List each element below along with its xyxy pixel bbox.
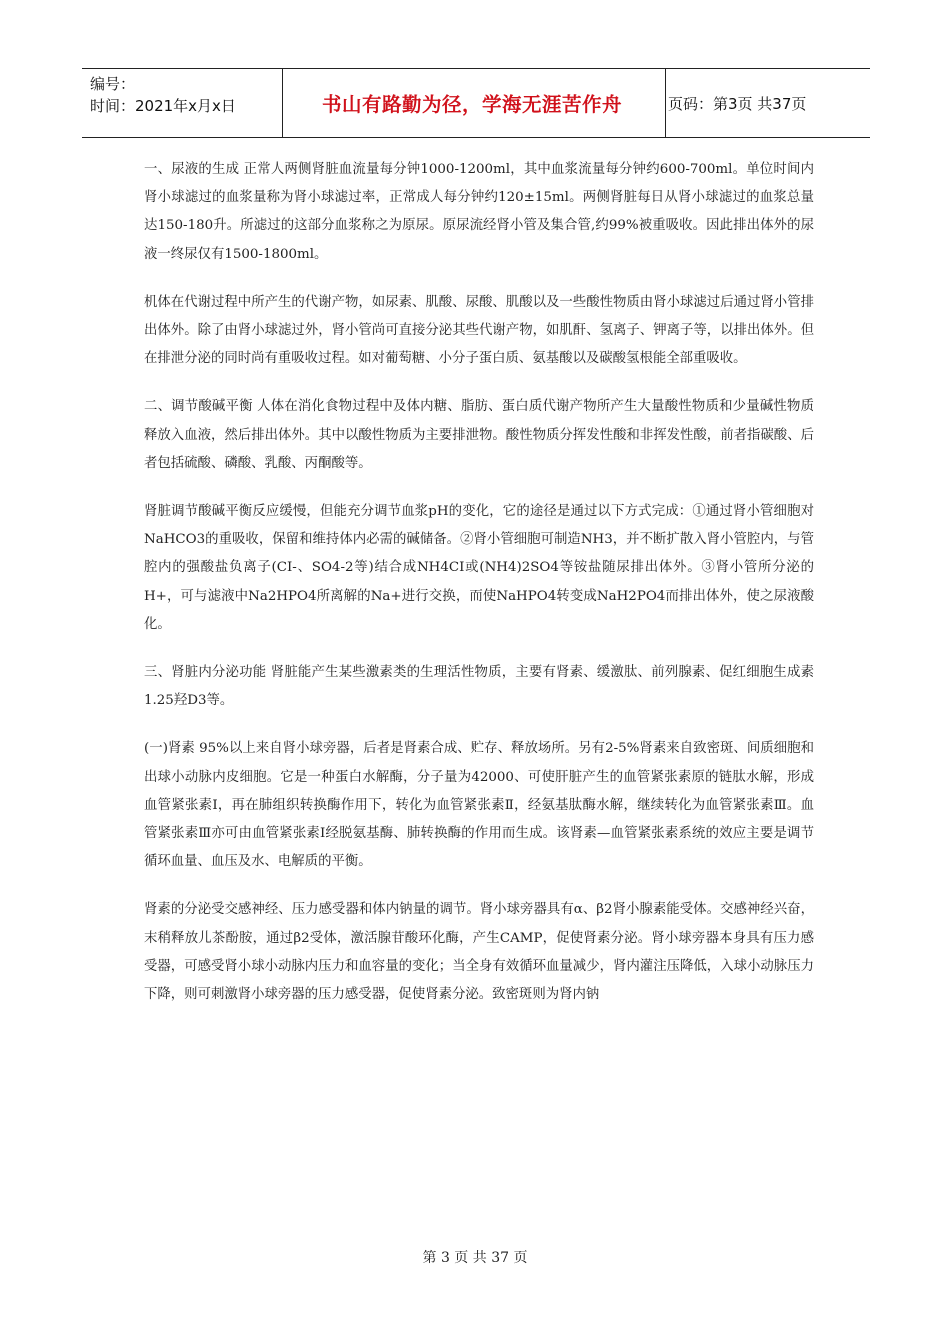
- header-meta: [90, 73, 280, 117]
- paragraph: 肾脏调节酸碱平衡反应缓慢，但能充分调节血浆pH的变化，它的途径是通过以下方式完成：①通过肾小管细胞对NaHCO3的重吸收，保留和维持体内必需的碱储备。②肾小管细胞可制造NH3，并不断扩散入肾小管腔内，与管腔内的强酸盐负离子(CI-、SO4-2等)结合成NH4CI或(NH4)2SO4等铵盐随尿排出体外。③肾小管所分泌的H+，可与滤液中Na2HPO4所离解的Na+进行交换，而使NaHPO4转变成NaH2PO4而排出体外，使之尿液酸化。: [144, 504, 814, 632]
- paragraph: 机体在代谢过程中所产生的代谢产物，如尿素、肌酸、尿酸、肌酸以及一些酸性物质由肾小球滤过后通过肾小管排出体外。除了由肾小球滤过外，肾小管尚可直接分泌其些代谢产物，如肌酐、氢离子、钾离子等，以排出体外。但在排泄分泌的同时尚有重吸收过程。如对葡萄糖、小分子蛋白质、氨基酸以及碳酸氢根能全部重吸收。: [144, 294, 814, 367]
- paragraph: 一、尿液的生成 正常人两侧肾脏血流量每分钟1000-1200ml，其中血浆流量每分钟约600-700ml。单位时间内肾小球滤过的血浆量称为肾小球滤过率，正常成人每分钟约120±15ml。两侧肾脏每日从肾小球滤过的血浆总量达150-180升。所滤过的这部分血浆称之为原尿。原尿流经肾小管及集合管,约99%被重吸收。因此排出体外的尿液一终尿仅有1500-1800ml。: [144, 162, 814, 262]
- document-body: [144, 156, 814, 1029]
- document-number-label: 编号：: [90, 75, 136, 93]
- page-footer: 第 3 页 共 37 页: [422, 1250, 528, 1266]
- paragraph: 三、肾脏内分泌功能 肾脏能产生某些激素类的生理活性物质，主要有肾素、缓激肽、前列腺素、促红细胞生成素1.25羟D3等。: [144, 665, 814, 709]
- paragraph: (一)肾素 95%以上来自肾小球旁器，后者是肾素合成、贮存、释放场所。另有2-5%肾素来自致密斑、间质细胞和出球小动脉内皮细胞。它是一种蛋白水解酶，分子量为42000、可使肝脏产生的血管紧张素原的链肽水解，形成血管紧张素Ⅰ，再在肺组织转换酶作用下，转化为血管紧张素Ⅱ，经氨基肽酶水解，继续转化为血管紧张素Ⅲ。血管紧张素Ⅲ亦可由血管紧张素Ⅰ经脱氨基酶、肺转换酶的作用而生成。该肾素—血管紧张素系统的效应主要是调节循环血量、血压及水、电解质的平衡。: [144, 741, 814, 870]
- paragraph: 肾素的分泌受交感神经、压力感受器和体内钠量的调节。肾小球旁器具有α、β2肾小腺素能受体。交感神经兴奋，末稍释放儿茶酚胺，通过β2受体，激活腺苷酸环化酶，产生CAMP，促使肾素分泌。肾小球旁器本身具有压力感受器，可感受肾小球小动脉内压力和血容量的变化；当全身有效循环血量减少，肾内灌注压降低，入球小动脉压力下降，则可刺激肾小球旁器的压力感受器，促使肾素分泌。致密斑则为肾内钠: [144, 902, 814, 1003]
- paragraph: 二、调节酸碱平衡 人体在消化食物过程中及体内糖、脂肪、蛋白质代谢产物所产生大量酸性物质和少量碱性物质释放入血液，然后排出体外。其中以酸性物质为主要排泄物。酸性物质分挥发性酸和非挥发性酸，前者指碳酸、后者包括硫酸、磷酸、乳酸、丙酮酸等。: [144, 399, 814, 471]
- document-time-label: 时间：2021年x月x日: [90, 97, 236, 115]
- header-motto: 书山有路勤为径，学海无涯苦作舟: [321, 93, 622, 116]
- page-header: [82, 68, 870, 138]
- header-page-number: 页码：第3页 共37页: [668, 94, 807, 113]
